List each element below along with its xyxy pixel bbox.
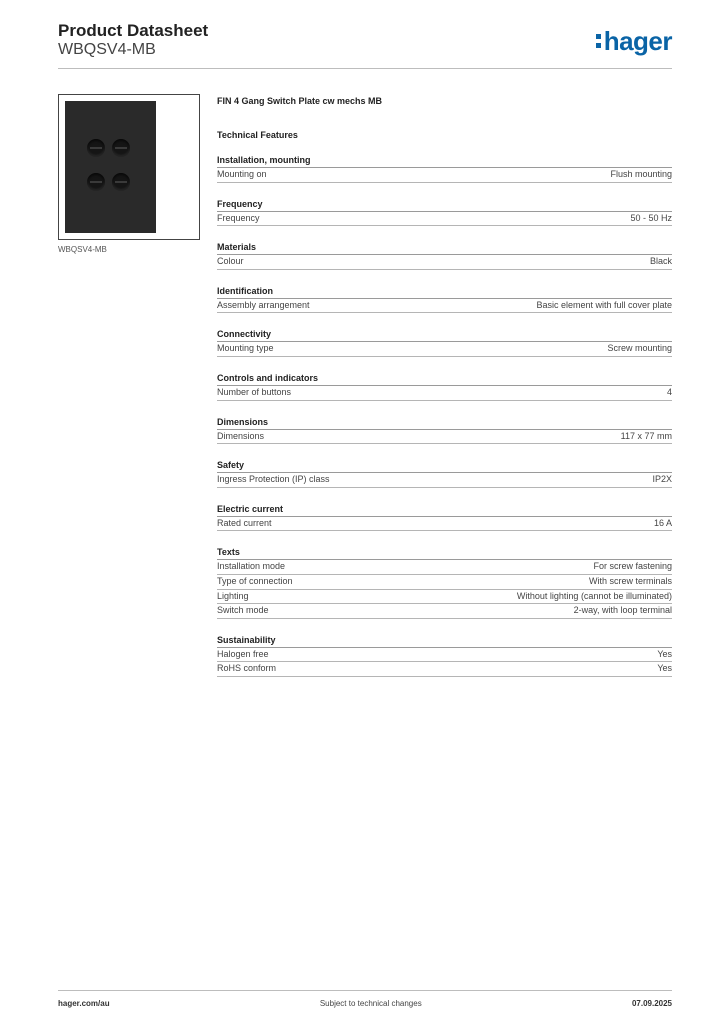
spec-label: Lighting bbox=[217, 590, 249, 601]
switch-plate-image bbox=[65, 101, 156, 233]
switch-button-icon bbox=[112, 173, 130, 191]
spec-value: Flush mounting bbox=[610, 169, 672, 179]
section-heading: Frequency bbox=[217, 198, 672, 212]
spec-label: Rated current bbox=[217, 517, 272, 528]
spec-label: Assembly arrangement bbox=[217, 299, 310, 310]
spec-section bbox=[217, 634, 672, 677]
product-code: WBQSV4-MB bbox=[58, 41, 156, 58]
spec-value: 117 x 77 mm bbox=[620, 430, 672, 441]
section-heading: Connectivity bbox=[217, 328, 672, 342]
spec-label: Type of connection bbox=[217, 575, 293, 586]
footer-website: hager.com/au bbox=[58, 999, 110, 1008]
spec-section bbox=[217, 503, 672, 532]
spec-value: Yes bbox=[657, 663, 672, 674]
spec-row bbox=[217, 662, 672, 677]
spec-value: Basic element with full cover plate bbox=[536, 299, 672, 310]
section-heading: Controls and indicators bbox=[217, 372, 672, 386]
spec-label: Halogen free bbox=[217, 648, 269, 659]
spec-value: Without lighting (cannot be illuminated) bbox=[516, 590, 672, 601]
spec-label: Number of buttons bbox=[217, 386, 292, 397]
logo-text: hager bbox=[603, 26, 672, 56]
hager-logo bbox=[596, 28, 672, 54]
spec-row bbox=[217, 604, 672, 619]
spec-label: Installation mode bbox=[217, 561, 286, 572]
spec-value: With screw terminals bbox=[588, 575, 672, 586]
spec-section bbox=[217, 285, 672, 314]
spec-value: 4 bbox=[666, 386, 672, 397]
spec-row bbox=[217, 255, 672, 270]
section-heading: Safety bbox=[217, 459, 672, 473]
spec-section bbox=[217, 328, 672, 357]
product-name: FIN 4 Gang Switch Plate cw mechs MB bbox=[217, 96, 383, 106]
spec-section bbox=[217, 416, 672, 445]
spec-row bbox=[217, 560, 672, 575]
spec-label: RoHS conform bbox=[217, 663, 277, 674]
spec-row bbox=[217, 168, 672, 183]
spec-label: Ingress Protection (IP) class bbox=[217, 474, 330, 485]
header-divider bbox=[58, 68, 672, 69]
section-heading: Electric current bbox=[217, 503, 672, 517]
spec-row bbox=[217, 473, 672, 488]
spec-section bbox=[217, 154, 672, 183]
spec-row bbox=[217, 575, 672, 590]
document-title: Product Datasheet bbox=[58, 21, 209, 40]
spec-value: 2-way, with loop terminal bbox=[573, 605, 672, 616]
spec-row bbox=[217, 648, 672, 663]
product-image bbox=[58, 94, 200, 240]
section-heading: Installation, mounting bbox=[217, 154, 672, 168]
spec-label: Mounting on bbox=[217, 169, 267, 179]
section-heading: Dimensions bbox=[217, 416, 672, 430]
footer-date: 07.09.2025 bbox=[631, 999, 672, 1008]
spec-label: Switch mode bbox=[217, 605, 269, 616]
spec-row bbox=[217, 430, 672, 445]
spec-label: Dimensions bbox=[217, 430, 265, 441]
section-heading: Identification bbox=[217, 285, 672, 299]
spec-label: Frequency bbox=[217, 212, 260, 223]
section-heading: Sustainability bbox=[217, 634, 672, 648]
switch-button-icon bbox=[112, 139, 130, 157]
spec-row bbox=[217, 212, 672, 227]
spec-value: 50 - 50 Hz bbox=[630, 212, 672, 223]
spec-value: For screw fastening bbox=[593, 561, 672, 572]
spec-row bbox=[217, 386, 672, 401]
page-footer bbox=[58, 990, 672, 1008]
spec-row bbox=[217, 590, 672, 605]
spec-section bbox=[217, 241, 672, 270]
spec-section bbox=[217, 546, 672, 618]
spec-value: Screw mounting bbox=[607, 343, 672, 354]
section-heading: Materials bbox=[217, 241, 672, 255]
spec-content bbox=[217, 96, 672, 677]
footer-note: Subject to technical changes bbox=[319, 999, 422, 1008]
spec-label: Colour bbox=[217, 256, 244, 267]
spec-row bbox=[217, 517, 672, 532]
spec-section bbox=[217, 372, 672, 401]
spec-label: Mounting type bbox=[217, 343, 274, 354]
spec-value: 16 A bbox=[653, 517, 672, 528]
spec-sections bbox=[217, 154, 672, 677]
spec-value: Black bbox=[649, 256, 672, 267]
spec-value: IP2X bbox=[652, 474, 672, 485]
switch-button-icon bbox=[87, 173, 105, 191]
spec-value: Yes bbox=[657, 648, 672, 659]
logo-colon-icon bbox=[596, 33, 602, 49]
image-caption: WBQSV4-MB bbox=[58, 245, 107, 254]
spec-row bbox=[217, 299, 672, 314]
spec-section bbox=[217, 459, 672, 488]
switch-button-icon bbox=[87, 139, 105, 157]
spec-section bbox=[217, 198, 672, 227]
page-header bbox=[58, 22, 672, 70]
section-heading: Texts bbox=[217, 546, 672, 560]
spec-row bbox=[217, 342, 672, 357]
technical-features-title: Technical Features bbox=[217, 130, 298, 140]
